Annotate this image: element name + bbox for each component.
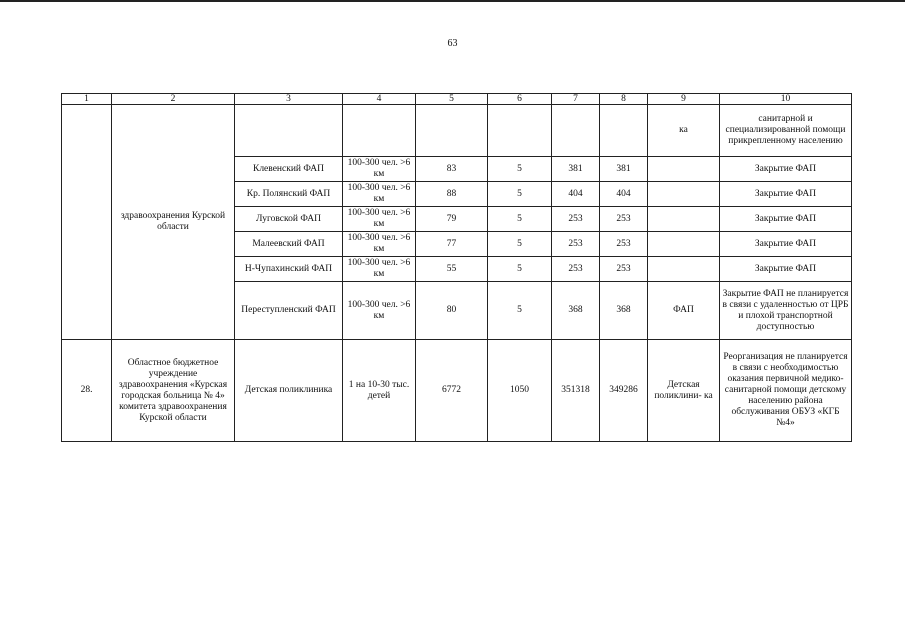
value-cell <box>648 257 720 282</box>
facility-name: Клевенский ФАП <box>235 157 343 182</box>
value-cell: 55 <box>416 257 488 282</box>
value-cell: 381 <box>600 157 648 182</box>
value-cell: 253 <box>600 232 648 257</box>
value-cell: ФАП <box>648 282 720 340</box>
value-cell <box>648 232 720 257</box>
table-cell <box>343 105 416 157</box>
table-cell: ка <box>648 105 720 157</box>
value-cell: 253 <box>552 207 600 232</box>
note-cell: Закрытие ФАП <box>720 157 852 182</box>
capacity-cell: 100-300 чел. >6 км <box>343 282 416 340</box>
facility-name: Переступленский ФАП <box>235 282 343 340</box>
table-cell <box>416 105 488 157</box>
header-cell-4: 4 <box>343 94 416 105</box>
data-table <box>61 93 852 442</box>
row-number-cell: 28. <box>62 340 112 442</box>
table-cell <box>600 105 648 157</box>
header-cell-2: 2 <box>112 94 235 105</box>
value-cell: 351318 <box>552 340 600 442</box>
value-cell: 5 <box>488 232 552 257</box>
table-row-continued <box>62 105 852 157</box>
header-cell-6: 6 <box>488 94 552 105</box>
facility-name: Малеевский ФАП <box>235 232 343 257</box>
note-cell: Закрытие ФАП <box>720 207 852 232</box>
value-cell: 404 <box>600 182 648 207</box>
value-cell: 5 <box>488 157 552 182</box>
value-cell: 5 <box>488 182 552 207</box>
capacity-cell: 100-300 чел. >6 км <box>343 232 416 257</box>
table-cell <box>488 105 552 157</box>
note-cell: Закрытие ФАП <box>720 257 852 282</box>
value-cell: 6772 <box>416 340 488 442</box>
value-cell: 368 <box>600 282 648 340</box>
header-cell-1: 1 <box>62 94 112 105</box>
note-cell: Реорганизация не планируется в связи с необходимостью оказания первичной медико-санитарной помощи детскому населению района обслуживания ОБУЗ «КГБ №4» <box>720 340 852 442</box>
table-cell <box>552 105 600 157</box>
capacity-cell: 100-300 чел. >6 км <box>343 157 416 182</box>
value-cell: 5 <box>488 282 552 340</box>
header-row <box>62 94 852 105</box>
facility-name: Детская поликлиника <box>235 340 343 442</box>
value-cell: 404 <box>552 182 600 207</box>
value-cell <box>648 157 720 182</box>
capacity-cell: 100-300 чел. >6 км <box>343 207 416 232</box>
value-cell: 1050 <box>488 340 552 442</box>
value-cell: 5 <box>488 257 552 282</box>
value-cell <box>648 207 720 232</box>
value-cell: 83 <box>416 157 488 182</box>
page-number: 63 <box>447 38 458 49</box>
header-cell-8: 8 <box>600 94 648 105</box>
table-cell <box>235 105 343 157</box>
note-cell: Закрытие ФАП <box>720 182 852 207</box>
header-cell-7: 7 <box>552 94 600 105</box>
capacity-cell: 1 на 10-30 тыс. детей <box>343 340 416 442</box>
organization-cell: здравоохранения Курской области <box>112 105 235 340</box>
value-cell: 368 <box>552 282 600 340</box>
facility-name: Кр. Полянский ФАП <box>235 182 343 207</box>
value-cell <box>648 182 720 207</box>
facility-name: Н-Чупахинский ФАП <box>235 257 343 282</box>
header-cell-10: 10 <box>720 94 852 105</box>
facility-name: Луговской ФАП <box>235 207 343 232</box>
value-cell: Детская поликлини- ка <box>648 340 720 442</box>
value-cell: 88 <box>416 182 488 207</box>
header-cell-9: 9 <box>648 94 720 105</box>
note-cell: Закрытие ФАП не планируется в связи с удаленностью от ЦРБ и плохой транспортной доступностью <box>720 282 852 340</box>
value-cell: 253 <box>600 207 648 232</box>
row-number-cell <box>62 105 112 340</box>
note-cell: Закрытие ФАП <box>720 232 852 257</box>
note-cell: санитарной и специализированной помощи прикрепленному населению <box>720 105 852 157</box>
value-cell: 5 <box>488 207 552 232</box>
value-cell: 80 <box>416 282 488 340</box>
capacity-cell: 100-300 чел. >6 км <box>343 257 416 282</box>
value-cell: 381 <box>552 157 600 182</box>
value-cell: 79 <box>416 207 488 232</box>
value-cell: 349286 <box>600 340 648 442</box>
value-cell: 253 <box>552 232 600 257</box>
organization-cell: Областное бюджетное учреждение здравоохранения «Курская городская больница № 4» комитета здравоохранения Курской области <box>112 340 235 442</box>
top-rule <box>0 0 905 2</box>
header-cell-3: 3 <box>235 94 343 105</box>
value-cell: 77 <box>416 232 488 257</box>
table-row-28 <box>62 340 852 442</box>
value-cell: 253 <box>552 257 600 282</box>
header-cell-5: 5 <box>416 94 488 105</box>
value-cell: 253 <box>600 257 648 282</box>
capacity-cell: 100-300 чел. >6 км <box>343 182 416 207</box>
